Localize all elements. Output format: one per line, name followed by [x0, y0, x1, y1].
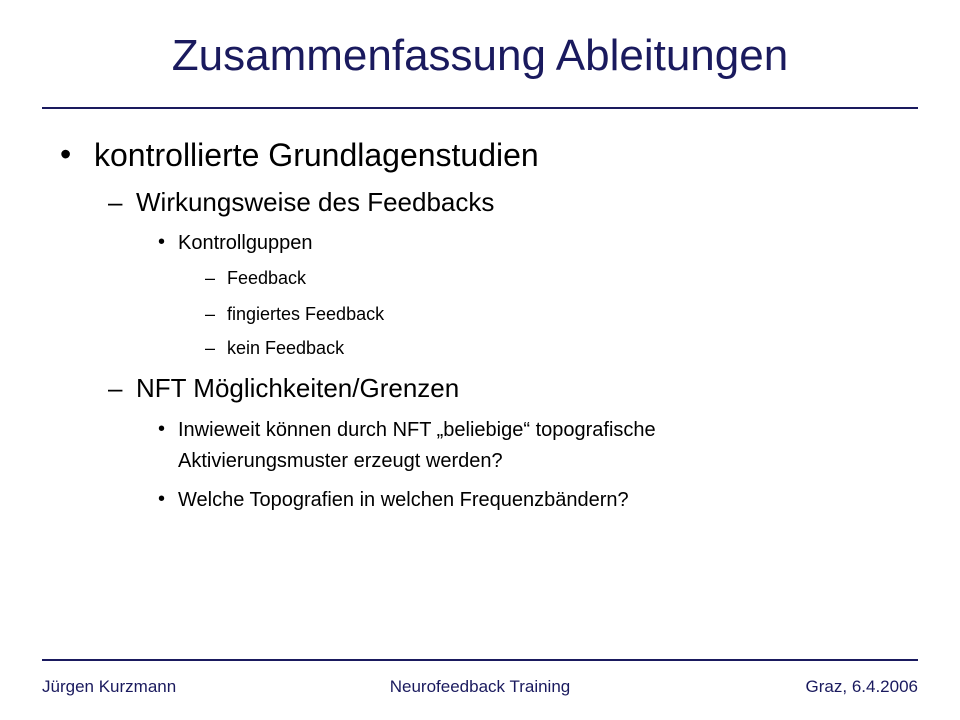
bullet-grundlagenstudien: kontrollierte Grundlagenstudien — [94, 137, 539, 173]
bullet-marker: • — [158, 488, 166, 510]
footer-place-date: Graz, 6.4.2006 — [805, 677, 918, 696]
slide-title: Zusammenfassung Ableitungen — [171, 31, 789, 80]
bullet-wirkungsweise: Wirkungsweise des Feedbacks — [136, 187, 495, 217]
bullet-kontrollgruppen: Kontrollguppen — [178, 232, 313, 254]
bullet-fingiertes-feedback: fingiertes Feedback — [227, 304, 385, 324]
dash-marker: – — [108, 373, 123, 403]
bullet-marker: • — [60, 136, 72, 172]
bullet-topografien: Welche Topografien in welchen Frequenzbändern? — [178, 489, 629, 511]
bullet-inwieweit-line2: Aktivierungsmuster erzeugt werden? — [178, 450, 503, 472]
dash-marker: – — [205, 268, 216, 288]
bullet-feedback: Feedback — [227, 268, 307, 288]
bullet-marker: • — [158, 231, 166, 253]
bullet-nft-grenzen: NFT Möglichkeiten/Grenzen — [136, 373, 460, 403]
footer-author: Jürgen Kurzmann — [42, 677, 177, 696]
bullet-marker: • — [158, 418, 166, 440]
footer-topic: Neurofeedback Training — [389, 677, 571, 696]
bullet-kein-feedback: kein Feedback — [227, 338, 345, 358]
footer-divider — [42, 659, 918, 661]
dash-marker: – — [205, 338, 216, 358]
title-divider — [42, 107, 918, 109]
bullet-inwieweit-line1: Inwieweit können durch NFT „beliebige“ topografische — [178, 419, 656, 441]
dash-marker: – — [205, 304, 216, 324]
dash-marker: – — [108, 187, 123, 217]
